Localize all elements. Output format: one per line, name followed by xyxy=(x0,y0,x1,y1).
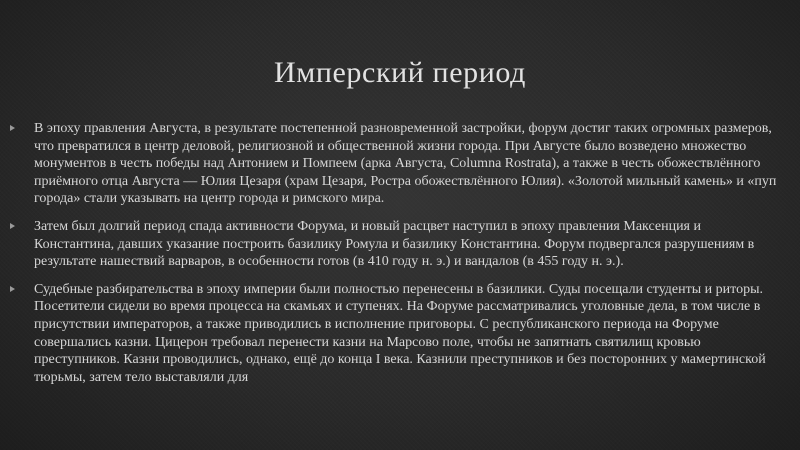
bullet-arrow-icon xyxy=(10,125,15,131)
bullet-item xyxy=(22,218,784,271)
bullet-text: В эпоху правления Августа, в результате постепенной разновременной застройки, форум достиг таких огромных размеров, что превратился в центр деловой, религиозной и общественной жизни города. При Августе было возведено множество монументов в честь победы над Антонием и Помпеем (арка Августа, Columna Rostrata), а также в честь обожествлённого приёмного отца Августа — Юлия Цезаря (храм Цезаря, Ростра обожествлённого Юлия). «Золотой мильный камень» и «пуп города» стали указывать на центр города и римского мира. xyxy=(34,121,777,207)
slide-body xyxy=(22,120,784,396)
bullet-text: Затем был долгий период спада активности Форума, и новый расцвет наступил в эпоху правления Максенция и Константина, давших указание построить базилику Ромула и базилику Константина. Форум подвергался разрушениям в результате нашествий варваров, в особенности готов (в 410 году н. э.) и вандалов (в 455 году н. э.). xyxy=(34,218,755,270)
bullet-item xyxy=(22,281,784,387)
bullet-item xyxy=(22,120,784,208)
bullet-text: Судебные разбирательства в эпоху империи были полностью перенесены в базилики. Суды посещали студенты и риторы. Посетители сидели во время процесса на скамьях и ступенях. На Форуме рассматривались уголовные дела, в том числе в присутствии императоров, а также приводились в исполнение приговоры. С республиканского периода на Форуме совершались казни. Цицерон требовал перенести казни на Марсово поле, чтобы не запятнать святилищ кровью преступников. Казни проводились, однако, ещё до конца I века. Казнили преступников и без посторонних у мамертинской тюрьмы, затем тело выставляли для xyxy=(34,281,766,385)
bullet-arrow-icon xyxy=(10,286,15,292)
slide-title: Имперский период xyxy=(274,56,526,89)
bullet-arrow-icon xyxy=(10,223,15,229)
